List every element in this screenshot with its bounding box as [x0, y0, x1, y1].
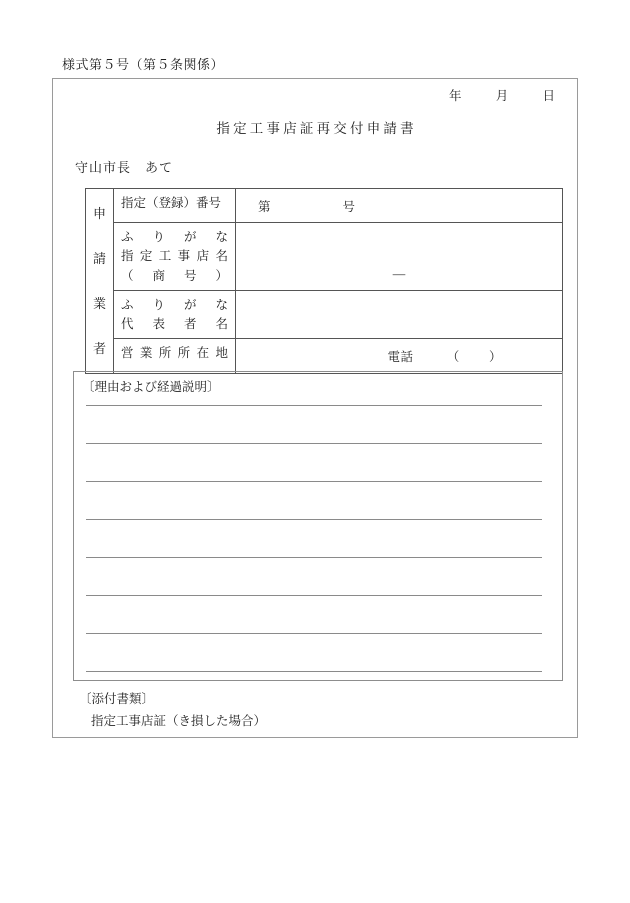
attachments-title: 〔添付書類〕	[79, 692, 155, 706]
vertical-label-char: 者	[92, 341, 106, 356]
attachments-section	[79, 689, 266, 733]
form-number-label: 様式第５号（第５条関係）	[62, 57, 225, 72]
telephone-label: 電話	[387, 350, 414, 364]
office-address-label-cell	[114, 339, 236, 373]
registration-number-label	[121, 194, 228, 213]
shop-name-label: 指 定 工 事 店 名	[121, 249, 228, 264]
reason-section-title: 〔理由および経過説明〕	[82, 380, 220, 394]
shop-name-label-cell	[114, 223, 236, 290]
vertical-label-char: 業	[92, 296, 106, 311]
reason-section	[73, 371, 563, 681]
reason-write-line[interactable]	[86, 481, 542, 482]
document-title: 指定工事店証再交付申請書	[216, 121, 417, 136]
label-text: 指定（登録）番号	[121, 196, 222, 210]
office-address-label: 営 業 所 所 在 地	[121, 346, 228, 360]
date-day-label: 日	[542, 89, 555, 103]
date-year-label: 年	[448, 89, 462, 103]
applicant-table-rows	[114, 189, 562, 373]
registration-number-label-cell	[114, 189, 236, 222]
table-row	[114, 223, 562, 291]
applicant-table	[85, 188, 563, 374]
representative-label-cell	[114, 291, 236, 338]
attachment-item: 指定工事店証（き損した場合）	[91, 713, 267, 728]
furigana-label: ふ り が な	[121, 298, 228, 312]
reason-write-line[interactable]	[86, 633, 542, 634]
vertical-label-char: 申	[92, 206, 106, 221]
number-prefix-label: 第	[258, 199, 271, 214]
paren-open: （	[446, 350, 460, 364]
table-row	[114, 291, 562, 339]
registration-number-value-cell[interactable]	[236, 189, 562, 222]
reason-write-line[interactable]	[86, 557, 542, 558]
date-month-label: 月	[495, 89, 509, 103]
paren-close: ）	[488, 350, 502, 364]
furigana-label: ふ り が な	[121, 230, 228, 244]
page-frame	[52, 78, 578, 738]
representative-value-cell[interactable]	[236, 291, 562, 338]
table-row	[114, 339, 562, 373]
table-row	[114, 189, 562, 223]
applicant-vertical-label	[86, 189, 114, 373]
reason-write-line[interactable]	[86, 595, 542, 596]
dash-mark: —	[392, 266, 406, 281]
trade-name-label: （ 商 号 ）	[121, 268, 228, 283]
office-address-value-cell[interactable]	[236, 339, 562, 373]
reason-write-line[interactable]	[86, 519, 542, 520]
reason-write-line[interactable]	[86, 405, 542, 406]
reason-write-line[interactable]	[86, 443, 542, 444]
number-suffix-label: 号	[342, 199, 356, 214]
shop-name-value-cell[interactable]	[236, 223, 562, 290]
representative-name-label: 代 表 者 名	[121, 317, 228, 332]
telephone-field[interactable]	[387, 347, 502, 365]
date-line	[449, 86, 555, 104]
vertical-label-char: 請	[92, 251, 106, 266]
reason-write-line[interactable]	[86, 671, 542, 672]
addressee-label: 守山市長 あて	[75, 160, 174, 175]
